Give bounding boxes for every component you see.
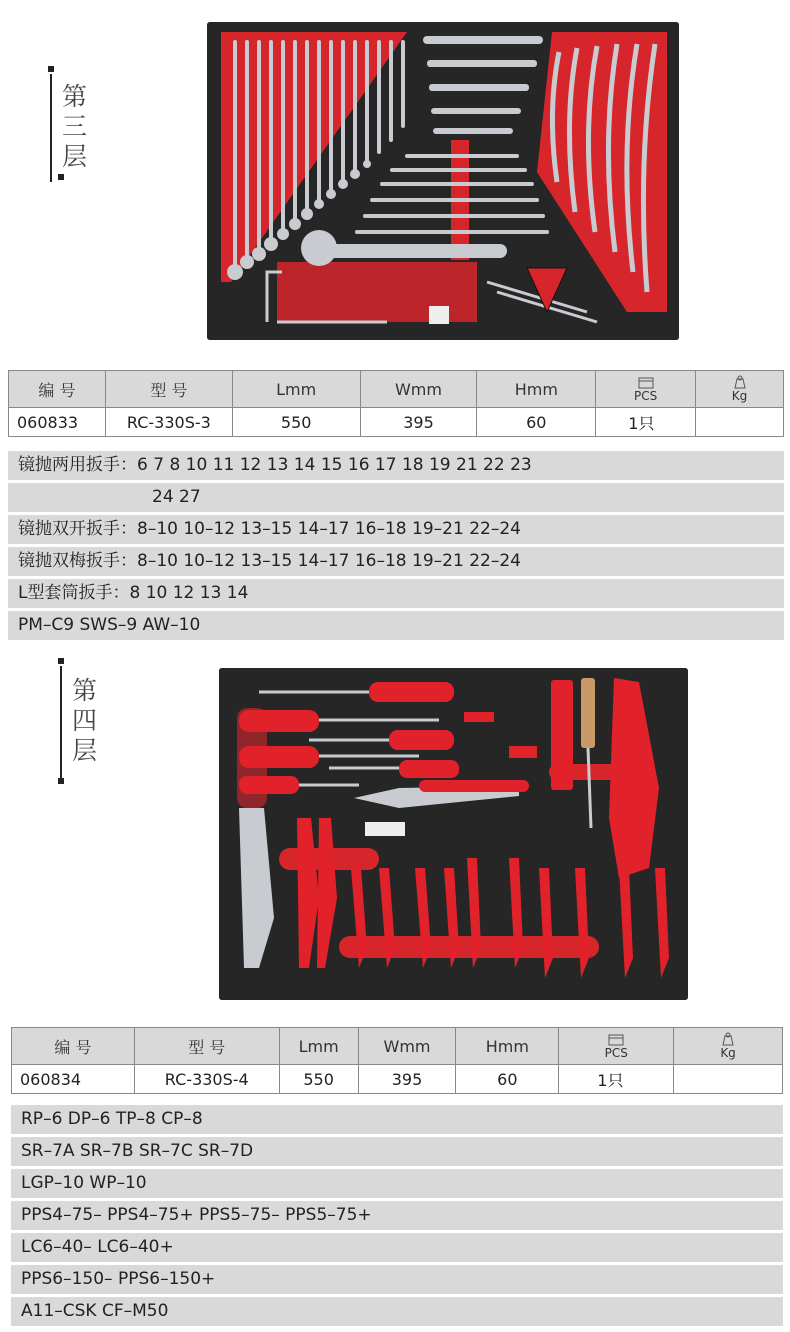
layer4-label (60, 656, 120, 784)
pcs-label: PCS (604, 1046, 628, 1060)
list-item: 镜抛双开扳手：8–10 10–12 13–15 14–17 16–18 19–21 22–24 (8, 515, 784, 544)
spec-header-row (12, 1028, 783, 1065)
cell-length: 550 (232, 408, 360, 437)
list-item: 镜抛双梅扳手：8–10 10–12 13–15 14–17 16–18 19–21 22–24 (8, 547, 784, 576)
layer3-item-list (8, 451, 784, 643)
col-header-length: Lmm (232, 371, 360, 408)
col-header-code: 编 号 (9, 371, 106, 408)
cell-code: 060833 (9, 408, 106, 437)
label-bar (60, 666, 62, 784)
cell-length: 550 (279, 1065, 358, 1094)
col-header-kg (696, 371, 784, 408)
weight-icon (715, 1032, 741, 1046)
cell-width: 395 (358, 1065, 456, 1094)
col-header-length: Lmm (279, 1028, 358, 1065)
label-marker (58, 174, 64, 180)
cell-model: RC-330S-4 (134, 1065, 279, 1094)
col-header-height: Hmm (456, 1028, 559, 1065)
spec-data-row (12, 1065, 783, 1094)
spec-header-row (9, 371, 784, 408)
spec-data-row (9, 408, 784, 437)
col-header-code: 编 号 (12, 1028, 135, 1065)
layer4-label-text: 第四层 (72, 676, 98, 765)
col-header-model: 型 号 (134, 1028, 279, 1065)
col-header-model: 型 号 (105, 371, 232, 408)
col-header-pcs (559, 1028, 674, 1065)
label-marker (48, 66, 54, 72)
list-item: SR–7A SR–7B SR–7C SR–7D (11, 1137, 783, 1166)
cell-height: 60 (477, 408, 596, 437)
layer4-item-list (11, 1105, 783, 1329)
col-header-height: Hmm (477, 371, 596, 408)
pcs-label: PCS (634, 389, 658, 403)
cell-kg (674, 1065, 783, 1094)
list-item: PM–C9 SWS–9 AW–10 (8, 611, 784, 640)
layer3-tool-tray-photo (207, 22, 679, 340)
list-item: PPS4–75– PPS4–75+ PPS5–75– PPS5–75+ (11, 1201, 783, 1230)
label-bar (50, 74, 52, 182)
label-marker (58, 658, 64, 664)
col-header-width: Wmm (358, 1028, 456, 1065)
col-header-pcs (596, 371, 696, 408)
weight-icon (727, 375, 753, 389)
list-item: L型套筒扳手：8 10 12 13 14 (8, 579, 784, 608)
kg-label: Kg (731, 389, 748, 403)
list-item: LGP–10 WP–10 (11, 1169, 783, 1198)
layer4-tool-tray-photo (219, 668, 688, 1000)
list-item: 镜抛两用扳手：6 7 8 10 11 12 13 14 15 16 17 18 19 21 22 23 (8, 451, 784, 480)
col-header-kg (674, 1028, 783, 1065)
cell-pcs: 1只 (596, 408, 696, 437)
label-marker (58, 778, 64, 784)
cell-width: 395 (360, 408, 477, 437)
layer3-label (50, 64, 110, 182)
cell-height: 60 (456, 1065, 559, 1094)
cell-kg (696, 408, 784, 437)
list-item: A11–CSK CF–M50 (11, 1297, 783, 1326)
list-item: RP–6 DP–6 TP–8 CP–8 (11, 1105, 783, 1134)
kg-label: Kg (720, 1046, 736, 1060)
list-item: PPS6–150– PPS6–150+ (11, 1265, 783, 1294)
cell-code: 060834 (12, 1065, 135, 1094)
box-icon (603, 1032, 629, 1046)
layer3-spec-table (8, 370, 784, 437)
layer4-spec-table (11, 1027, 783, 1094)
list-item: 24 27 (8, 483, 784, 512)
list-item: LC6–40– LC6–40+ (11, 1233, 783, 1262)
cell-pcs: 1只 (559, 1065, 674, 1094)
col-header-width: Wmm (360, 371, 477, 408)
cell-model: RC-330S-3 (105, 408, 232, 437)
box-icon (633, 375, 659, 389)
layer3-label-text: 第三层 (62, 82, 88, 171)
